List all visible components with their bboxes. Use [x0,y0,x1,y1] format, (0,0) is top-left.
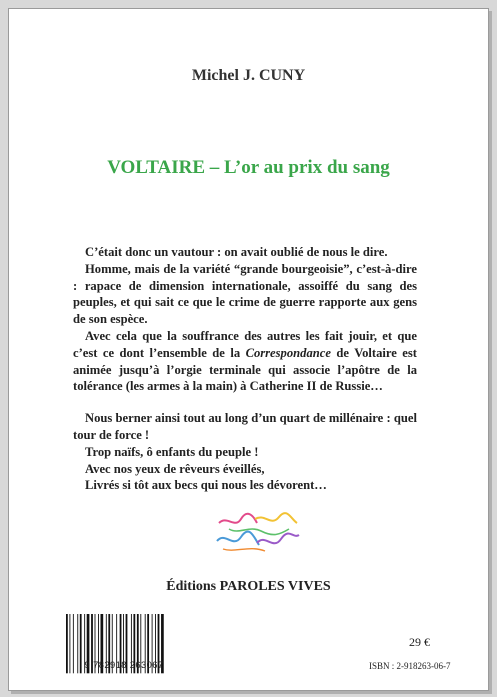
price: 29 € [409,635,430,649]
paragraph-2: Homme, mais de la variété “grande bourgeoisie”, c’est-à-dire : rapace de dimension internationale, assoiffé du sang des peuples, et qui sait ce que le crime de guerre rapporte aux gens de son espèce. [73,261,417,327]
verse-line-2: Avec nos yeux de rêveurs éveillés, [85,461,265,476]
paragraph-3-part-a: Avec cela que la souffrance des autres les fait jouir, et que c’est ce dont l’ensemble de la [73,328,417,360]
paroles-vives-logo-icon [209,509,305,555]
correspondance-emphasis: Correspondance [245,345,331,360]
verse-line-3: Livrés si tôt aux becs qui nous les dévorent… [85,478,327,493]
verse-line-1: Trop naïfs, ô enfants du peuple ! [85,444,259,459]
book-title: VOLTAIRE – L’or au prix du sang [107,157,390,178]
paragraph-3 [73,328,417,395]
author-name: Michel J. CUNY [191,67,306,84]
paragraph-3-part-b: de Voltaire est animée jusqu’à l’orgie terminale qui associe l’apôtre de la tolérance (les armes à la main) à Catherine II de Russie… [73,345,417,394]
barcode-digits: 9 782918 263067 [84,659,164,670]
isbn: ISBN : 2-918263-06-7 [369,661,451,671]
paragraph-4: Nous berner ainsi tout au long d’un quart de millénaire : quel tour de force ! [73,411,417,442]
blurb-text [73,244,417,494]
publisher-name: Éditions PAROLES VIVES [166,579,331,594]
paragraph-1: C’était donc un vautour : on avait oublié de nous le dire. [85,245,388,259]
book-back-cover [8,8,489,691]
